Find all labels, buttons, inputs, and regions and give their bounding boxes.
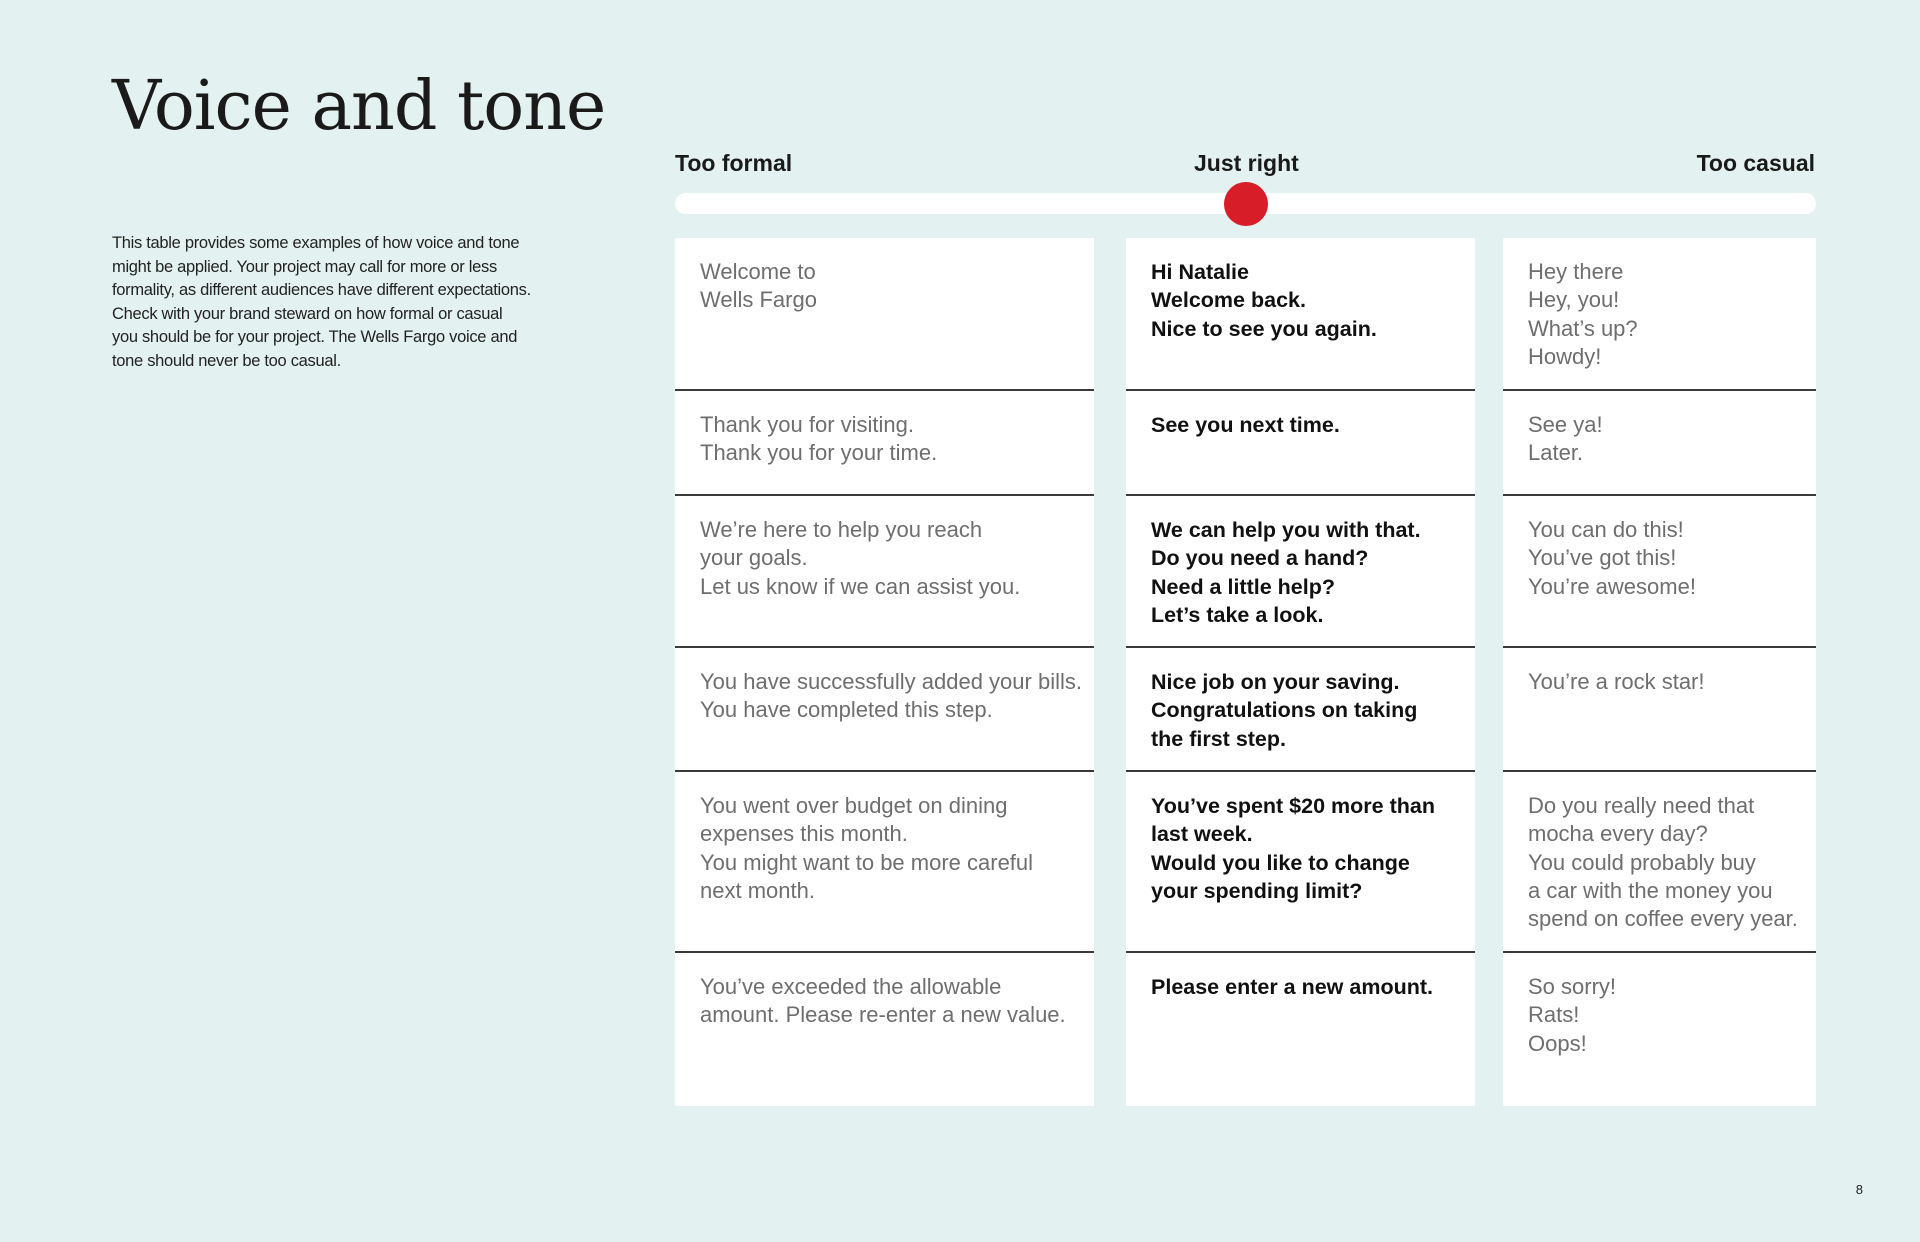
cell-line: spend on coffee every year. [1528, 906, 1798, 932]
cell-line: You might want to be more careful [700, 849, 1034, 875]
cell-line: Welcome back. [1151, 288, 1306, 313]
cell-line: You’ve exceeded the allowable [700, 974, 1002, 999]
page-number: 8 [1855, 1182, 1863, 1197]
cell-line: You’ve spent $20 more than [1151, 794, 1435, 818]
cell-line: You have completed this step. [700, 697, 993, 723]
table-cell-casual [1503, 648, 1816, 772]
cell-line: You went over budget on dining [700, 793, 1008, 818]
cell-line: You could probably buy [1528, 849, 1756, 875]
table-cell-right [1126, 648, 1475, 772]
cell-line: a car with the money you [1528, 877, 1773, 903]
cell-line: amount. Please re-enter a new value. [700, 1002, 1066, 1028]
cell-line: Would you like to change [1151, 850, 1410, 875]
table-cell-formal [675, 953, 1094, 1106]
cell-line: Please enter a new amount. [1151, 975, 1433, 999]
scale-label-just-right: Just right [1194, 150, 1299, 176]
cell-line: Let’s take a look. [1151, 602, 1324, 627]
cell-line: See ya! [1528, 412, 1603, 437]
tone-scale-track [675, 193, 1816, 214]
cell-line: See you next time. [1151, 413, 1340, 437]
table-cell-casual [1503, 772, 1816, 953]
cell-line: You can do this! [1528, 517, 1684, 542]
cell-line: You’re awesome! [1528, 573, 1696, 599]
table-cell-casual [1503, 496, 1816, 648]
cell-line: Later. [1528, 440, 1584, 466]
table-cell-formal [675, 238, 1094, 391]
cell-line: Oops! [1528, 1030, 1587, 1056]
scale-label-too-casual: Too casual [1696, 150, 1815, 176]
cell-line: Nice job on your saving. [1151, 670, 1400, 694]
table-cell-right [1126, 953, 1475, 1106]
table-cell-formal [675, 772, 1094, 953]
cell-line: Thank you for your time. [700, 440, 938, 466]
cell-line: your goals. [700, 545, 808, 571]
cell-line: your spending limit? [1151, 878, 1363, 903]
table-cell-casual [1503, 391, 1816, 496]
cell-line: Wells Fargo [700, 287, 817, 313]
cell-line: Hey, you! [1528, 287, 1620, 313]
cell-line: Rats! [1528, 1002, 1580, 1028]
cell-line: next month. [700, 877, 815, 903]
column-too-casual [1503, 238, 1816, 1106]
cell-line: last week. [1151, 822, 1253, 847]
cell-line: Welcome to [700, 259, 816, 284]
cell-line: What’s up? [1528, 315, 1638, 341]
table-cell-formal [675, 648, 1094, 772]
cell-line: mocha every day? [1528, 821, 1708, 847]
cell-line: expenses this month. [700, 821, 908, 847]
cell-line: Do you really need that [1528, 793, 1755, 818]
cell-line: Hey there [1528, 259, 1624, 284]
intro-paragraph: This table provides some examples of how voice and tone might be applied. Your project may call for more or less formality, as different audiences have different expectations. Check with your brand steward on how formal or casual you should be for your project. The Wells Fargo voice and tone should never be too casual. [112, 234, 531, 370]
cell-line: You have successfully added your bills. [700, 669, 1082, 694]
cell-line: the first step. [1151, 726, 1286, 751]
column-just-right [1126, 238, 1475, 1106]
table-cell-casual [1503, 953, 1816, 1106]
cell-line: Nice to see you again. [1151, 316, 1377, 341]
scale-label-too-formal: Too formal [675, 150, 793, 176]
cell-line: Let us know if we can assist you. [700, 573, 1021, 599]
table-cell-right [1126, 238, 1475, 391]
cell-line: We’re here to help you reach [700, 517, 983, 542]
page-title: Voice and tone [112, 67, 606, 146]
column-too-formal [675, 238, 1094, 1106]
cell-line: Need a little help? [1151, 574, 1335, 599]
table-cell-formal [675, 391, 1094, 496]
table-cell-casual [1503, 238, 1816, 391]
cell-line: So sorry! [1528, 974, 1617, 999]
table-cell-formal [675, 496, 1094, 648]
table-cell-right [1126, 772, 1475, 953]
cell-line: Do you need a hand? [1151, 546, 1369, 571]
cell-line: Congratulations on taking [1151, 698, 1418, 723]
cell-line: We can help you with that. [1151, 518, 1421, 542]
table-cell-right [1126, 496, 1475, 648]
tone-scale-indicator [1224, 182, 1268, 226]
cell-line: Howdy! [1528, 343, 1602, 369]
cell-line: Thank you for visiting. [700, 412, 914, 437]
cell-line: Hi Natalie [1151, 260, 1249, 284]
cell-line: You’ve got this! [1528, 545, 1677, 571]
cell-line: You’re a rock star! [1528, 669, 1705, 694]
table-cell-right [1126, 391, 1475, 496]
